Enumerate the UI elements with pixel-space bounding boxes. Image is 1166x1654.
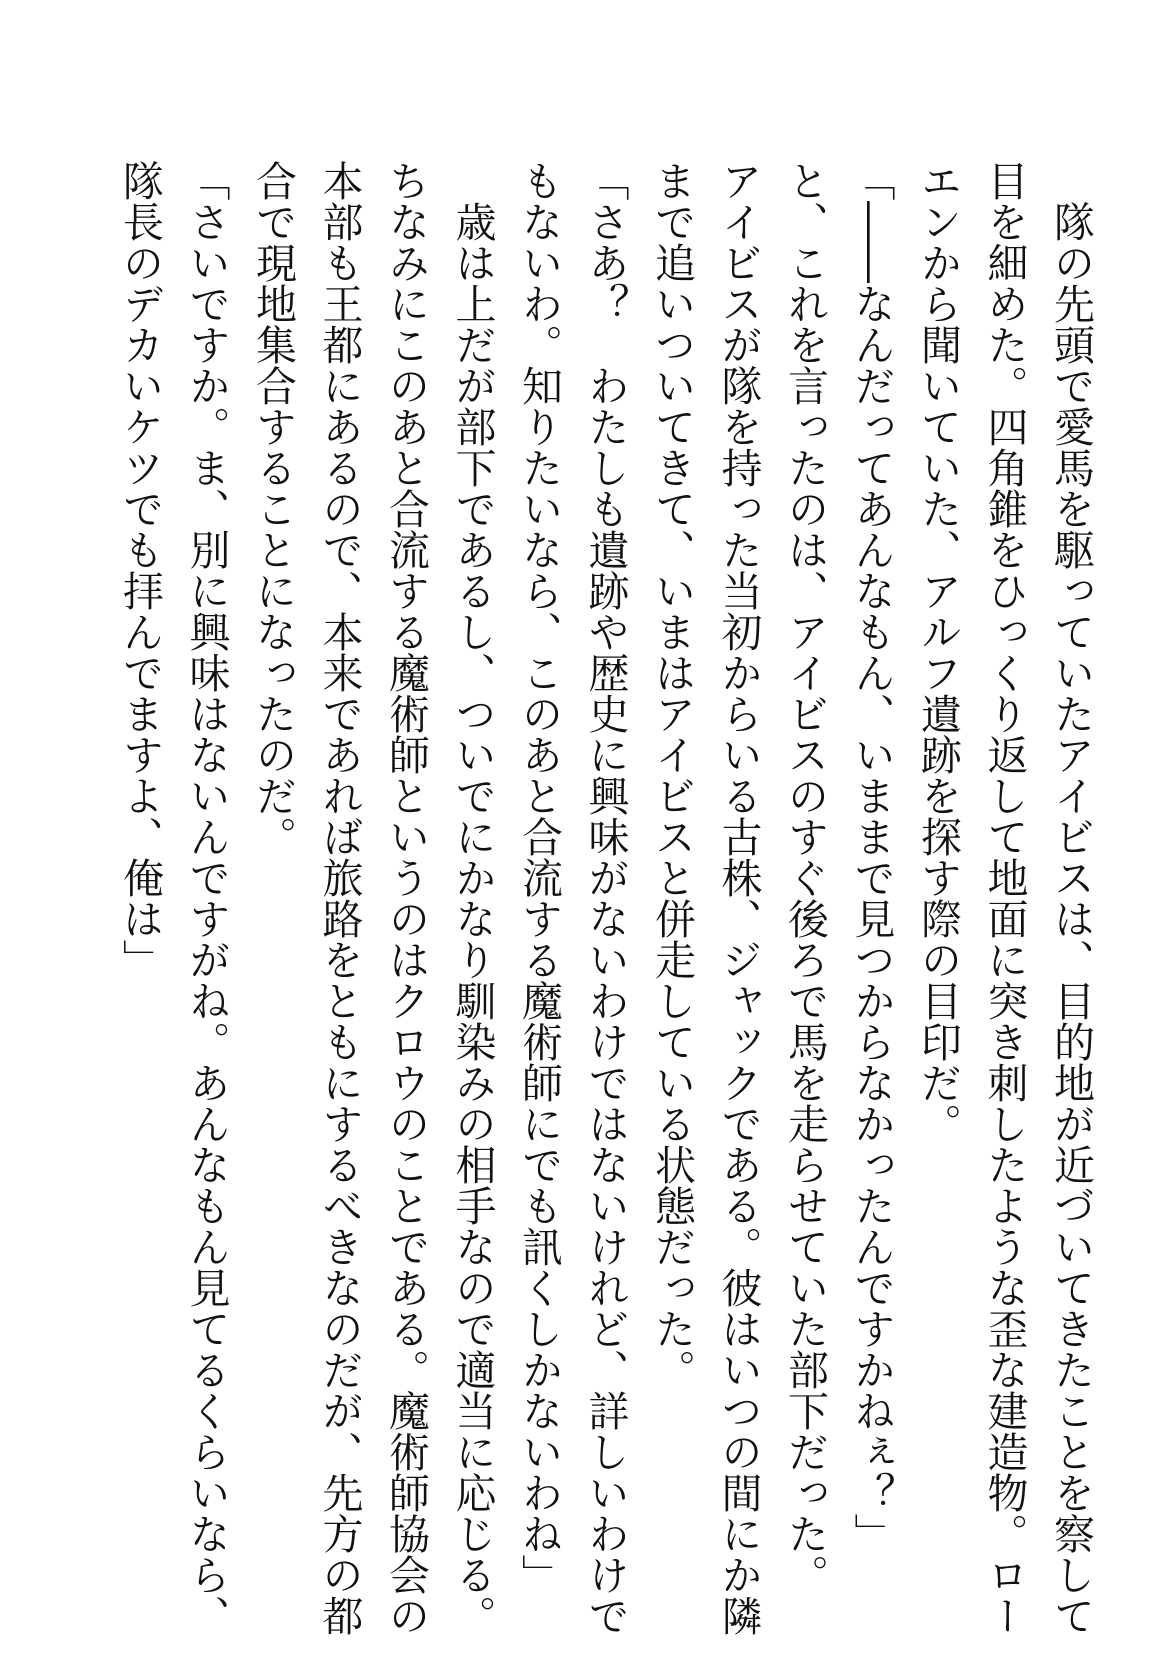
text-line-14: 「さいですか。ま、別に興味はないんですがね。あんなもん見てるくらいなら、: [182, 160, 231, 1636]
text-line-11: ちなみにこのあと合流する魔術師というのはクロウのことである。魔術師協会の: [382, 160, 430, 1636]
text-line-4: 「――なんだってあんなもん、いままで見つからなかったんですかねぇ？」: [847, 160, 896, 1554]
text-line-1: 隊の先頭で愛馬を駆っていたアイビスは、目的地が近づいてきたことを察して: [1047, 160, 1095, 1636]
text-line-3: エンから聞いていた、アルフ遺跡を探す際の目印だ。: [914, 160, 962, 1144]
text-line-2: 目を細めた。四角錐をひっくり返して地面に突き刺したような歪な建造物。ロー: [980, 160, 1029, 1636]
text-line-5: と、これを言ったのは、アイビスのすぐ後ろで馬を走らせていた部下だった。: [781, 160, 829, 1595]
text-line-10: 歳は上だが部下であるし、ついでにかなり馴染みの相手なので適当に応じる。: [448, 160, 497, 1636]
text-line-9: もないわ。知りたいなら、このあと合流する魔術師にでも訊くしかないわね」: [515, 160, 563, 1595]
text-line-15: 隊長のデカいケツでも拝んでますよ、俺は」: [116, 160, 164, 980]
text-line-6: アイビスが隊を持った当初からいる古株、ジャックである。彼はいつの間にか隣: [714, 160, 763, 1636]
text-line-13: 合で現地集合することになったのだ。: [249, 160, 297, 857]
text-line-8: 「さあ？ わたしも遺跡や歴史に興味がないわけではないけれど、詳しいわけで: [581, 160, 630, 1636]
text-line-7: まで追いついてきて、いまはアイビスと併走している状態だった。: [648, 160, 696, 1390]
vertical-text-block: [107, 160, 1105, 1636]
text-line-12: 本部も王都にあるので、本来であれば旅路をともにするべきなのだが、先方の都: [315, 160, 364, 1636]
